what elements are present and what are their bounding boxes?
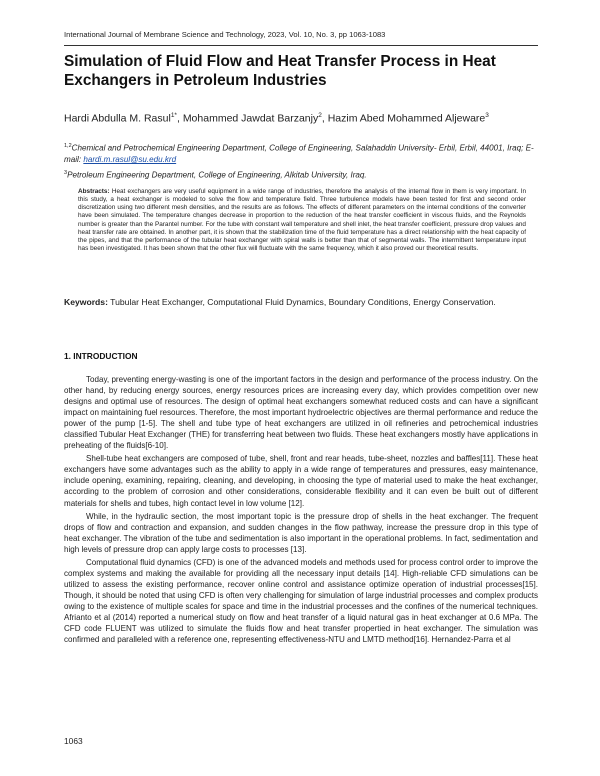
body-paragraph: Today, preventing energy-wasting is one of the important factors in the design and performance of the process industry. On the other hand, by reducing energy sources, energy resources prices are increasing every day, which provides competition over new designs and optimal use of resources. The design of optimal heat exchangers somewhat reduced costs and can have a significant impact on maintaining fuel resources. Therefore, the most important hydroelectric objectives are thermal performance and reduce the power of the pump [1-5]. The shell and tube type of heat exchangers are utilized in oil refineries and petrochemical industries classified Tubular Heat Exchanger (THE) for transferring heat between two fluids. These heat exchangers mostly have applications in preheating of the fluids[6-10]. — [64, 375, 538, 451]
section-heading: 1. INTRODUCTION — [64, 351, 138, 361]
author-name: Hardi Abdulla M. Rasul — [64, 112, 171, 125]
paper-title: Simulation of Fluid Flow and Heat Transfer Process in Heat Exchangers in Petroleum Industries — [64, 53, 496, 89]
affiliation-sup: 3 — [64, 170, 68, 176]
affiliation-sup: 1,2 — [64, 143, 72, 149]
body-text — [64, 374, 538, 647]
abstract-block — [78, 188, 526, 253]
affiliation-text: Petroleum Engineering Department, College of Engineering, Alkitab University, Iraq. — [67, 170, 367, 180]
body-paragraph: Shell-tube heat exchangers are composed of tube, shell, front and rear heads, tube-sheet, nozzles and baffles[11]. These heat exchangers have some advantages such as the ability to apply in a wide range of temperatures and pressures, easy maintenance, include opening, examining, repairing, cleaning, and developing, in choosing the type of material used to make the heat exchanger, according to the problem of corrosion and other considerations, considerable flexibility and it can even be built out of different materials for shells and tubes, high contact level in low volume [12]. — [64, 454, 538, 508]
affiliation-2 — [64, 168, 544, 181]
author-name: Hazim Abed Mohammed Aljeware — [327, 112, 486, 125]
author-affil-sup: 2 — [318, 112, 322, 119]
keywords-text: Tubular Heat Exchanger, Computational Fluid Dynamics, Boundary Conditions, Energy Conservation. — [107, 297, 496, 307]
journal-header: International Journal of Membrane Science and Technology, 2023, Vol. 10, No. 3, pp 1063-1083 — [64, 30, 386, 39]
author-list — [64, 112, 544, 125]
author-separator: , — [176, 112, 183, 125]
author-affil-sup: 1* — [170, 112, 177, 119]
header-rule — [64, 45, 538, 46]
keywords-label: Keywords: — [64, 297, 108, 307]
author-name: Mohammed Jawdat Barzanjy — [182, 112, 319, 125]
page-number: 1063 — [64, 736, 83, 746]
abstract-text: Heat exchangers are very useful equipment in a wide range of industries, therefore the analysis of the internal flow in them is very important. In this study, a heat exchanger is modeled to solve the flow and temperature field. Three turbulence models have been tested for first and second order discretization using two different mesh densities, and the results are as follows. The effects of different parameters on the internal conditions of the converter have been simulated. The temperature changes decrease in proportion to the reduction of the heat transfer coefficient in viscous fluids, and the Reynolds number is greater than the Parantel number. For the tube with constant wall temperature and shell inlet, the heat transfer coefficient, pressure drop values and heat transfer rate are obtained. In another part, it is shown that the stabilization time of the fluid temperature has a direct relationship with the heat capacity of the pipes, and that the performance of the tubular heat exchanger with spiral walls is better than that of segmental walls. The intermittent temperature input has been investigated. It has been shown that the other flux will fluctuate with the same frequency, which it also proved our theoretical results. — [78, 188, 526, 253]
abstract-label: Abstracts: — [78, 188, 110, 195]
body-paragraph: While, in the hydraulic section, the most important topic is the pressure drop of shells in the heat exchanger. The frequent drops of flow and contraction and expansion, and sudden changes in the flow pathway, increase the pressure drop in this type of heat exchanger. The vibration of the tube and sedimentation is also important in the operational problems. In fact, sedimentation and high levels of pressure drop can apply large costs to processes [13]. — [64, 511, 538, 554]
affiliation-text: Chemical and Petrochemical Engineering Department, College of Engineering, Salahaddin University- Erbil, Erbil, 44001, Iraq; E-mail: — [64, 143, 534, 164]
email-link[interactable]: hardi.m.rasul@su.edu.krd — [83, 154, 177, 164]
keywords-block — [64, 297, 544, 307]
affiliation-1 — [64, 141, 544, 165]
author-separator: , — [321, 112, 328, 125]
body-paragraph: Computational fluid dynamics (CFD) is one of the advanced models and methods used for process control order to improve the complex systems and making the available for providing all the necessary input details [14]. High-reliable CFD simulations can be utilized to assess the existing performance, recover online control and assistance optimize operation of industrial processes[15]. Though, it should be noted that using CFD is often very challenging for simulation of large industrial processes and complex products owing to the existence of multiple scales for space and time in the industrial processes and the confines of the numerical techniques. Afrianto et al (2014) reported a numerical study on flow and heat transfer of a liquid natural gas in heat exchanger at 0.6 MPa. The CFD code FLUENT was utilized to simulate the fluids flow and heat transfer propertied in heat exchanger. The simulation was confirmed and paralleled with a reference one, representing effectiveness-NTU and LMTD method[16]. Hernandez-Parra et al — [64, 557, 538, 645]
author-affil-sup: 3 — [485, 112, 489, 119]
